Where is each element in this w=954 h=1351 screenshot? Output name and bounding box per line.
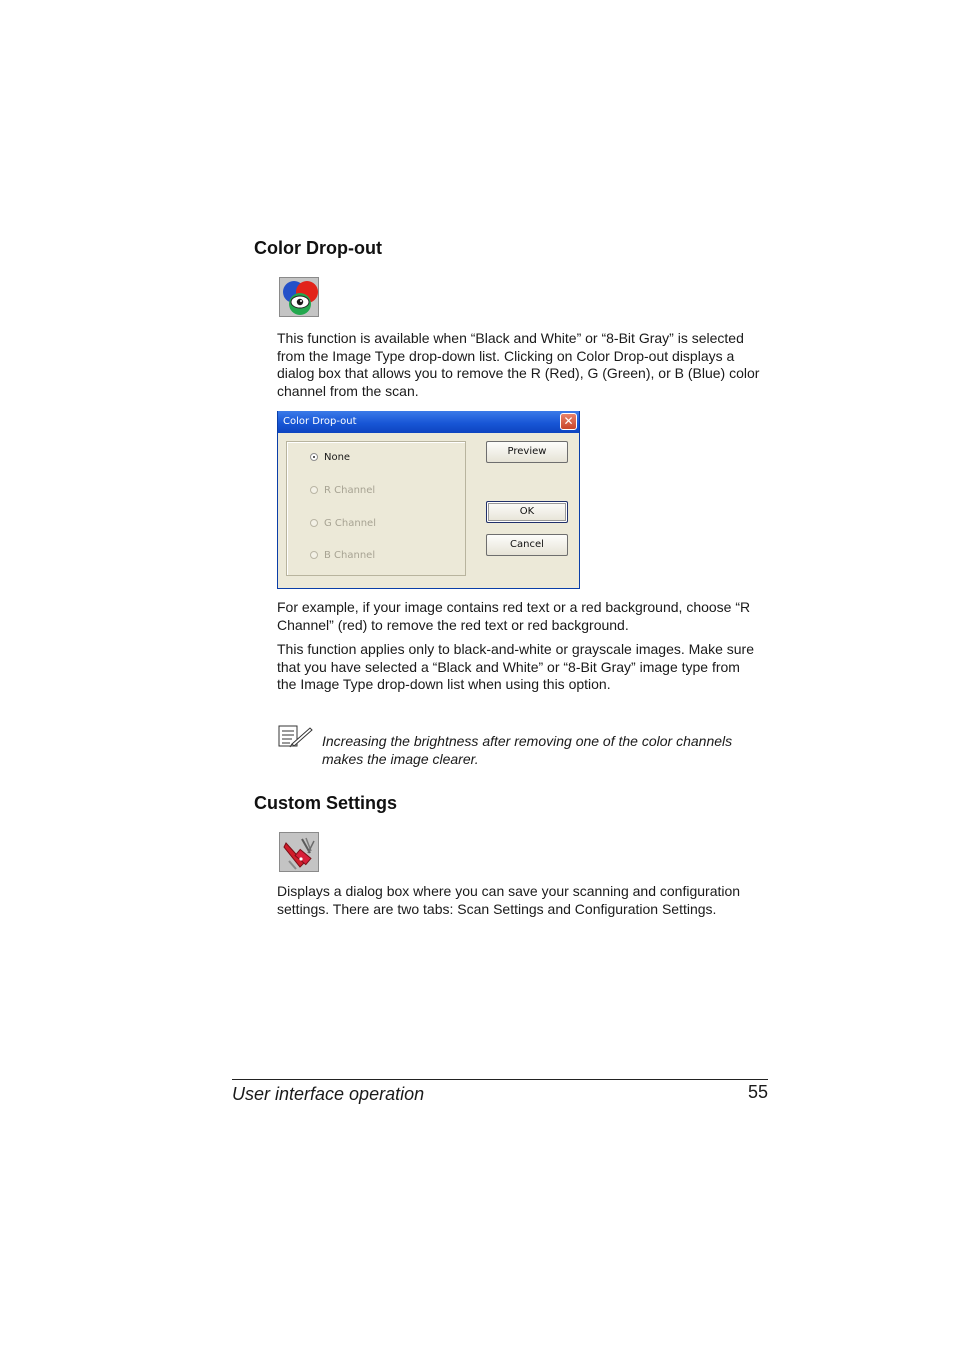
text-line: the Image Type drop-down list when using this option. [277,676,611,693]
footer-title: User interface operation [232,1084,425,1104]
footer-rule [232,1079,768,1080]
page-number: 55 [747,1082,768,1102]
text-line: from the Image Type drop-down list. Clicking on Color Drop-out displays a [277,347,735,364]
text-line: Channel” (red) to remove the red text or red background. [277,616,629,633]
radio-icon [310,519,318,527]
ok-button[interactable]: OK [486,501,568,523]
color-dropout-example [277,599,772,634]
custom-settings-heading: Custom Settings [254,793,398,813]
color-dropout-intro [277,330,772,400]
color-dropout-applies [277,641,772,694]
note-icon [278,724,314,748]
dialog-title: Color Drop-out [283,416,357,427]
text-line: that you have selected a “Black and White” or “8-Bit Gray” image type from [277,658,740,675]
note-line: makes the image clearer. [322,751,479,767]
color-dropout-heading: Color Drop-out [254,238,382,258]
radio-label: R Channel [324,485,376,496]
radio-icon [310,486,318,494]
radio-selected-icon [310,453,318,461]
note-line: Increasing the brightness after removing one of the color channels [322,733,733,749]
note-text [322,732,762,768]
close-button[interactable] [560,413,577,430]
text-line: dialog box that allows you to remove the R (Red), G (Green), or B (Blue) color [277,365,760,382]
radio-g-channel[interactable] [310,518,376,529]
radio-b-channel[interactable] [310,550,375,561]
radio-none[interactable] [310,452,350,463]
radio-label: B Channel [324,550,376,561]
custom-settings-text [277,883,772,918]
cancel-button[interactable]: Cancel [486,534,568,556]
radio-label: G Channel [324,518,376,529]
text-line: Displays a dialog box where you can save your scanning and configuration [277,883,741,899]
radio-label: None [324,452,351,463]
text-line: This function applies only to black-and-white or grayscale images. Make sure [277,641,755,657]
dialog-titlebar [278,411,579,433]
close-icon: ✕ [563,414,574,428]
radio-icon [310,551,318,559]
text-line: For example, if your image contains red text or a red background, choose “R [277,599,751,615]
text-line: channel from the scan. [277,382,419,399]
custom-settings-icon [279,832,319,872]
color-dropout-icon [279,277,319,317]
text-line: This function is available when “Black and White” or “8-Bit Gray” is selected [277,330,744,346]
color-dropout-dialog [277,411,580,589]
preview-button[interactable]: Preview [486,441,568,463]
radio-r-channel[interactable] [310,485,375,496]
text-line: settings. There are two tabs: Scan Settings and Configuration Settings. [277,900,717,917]
